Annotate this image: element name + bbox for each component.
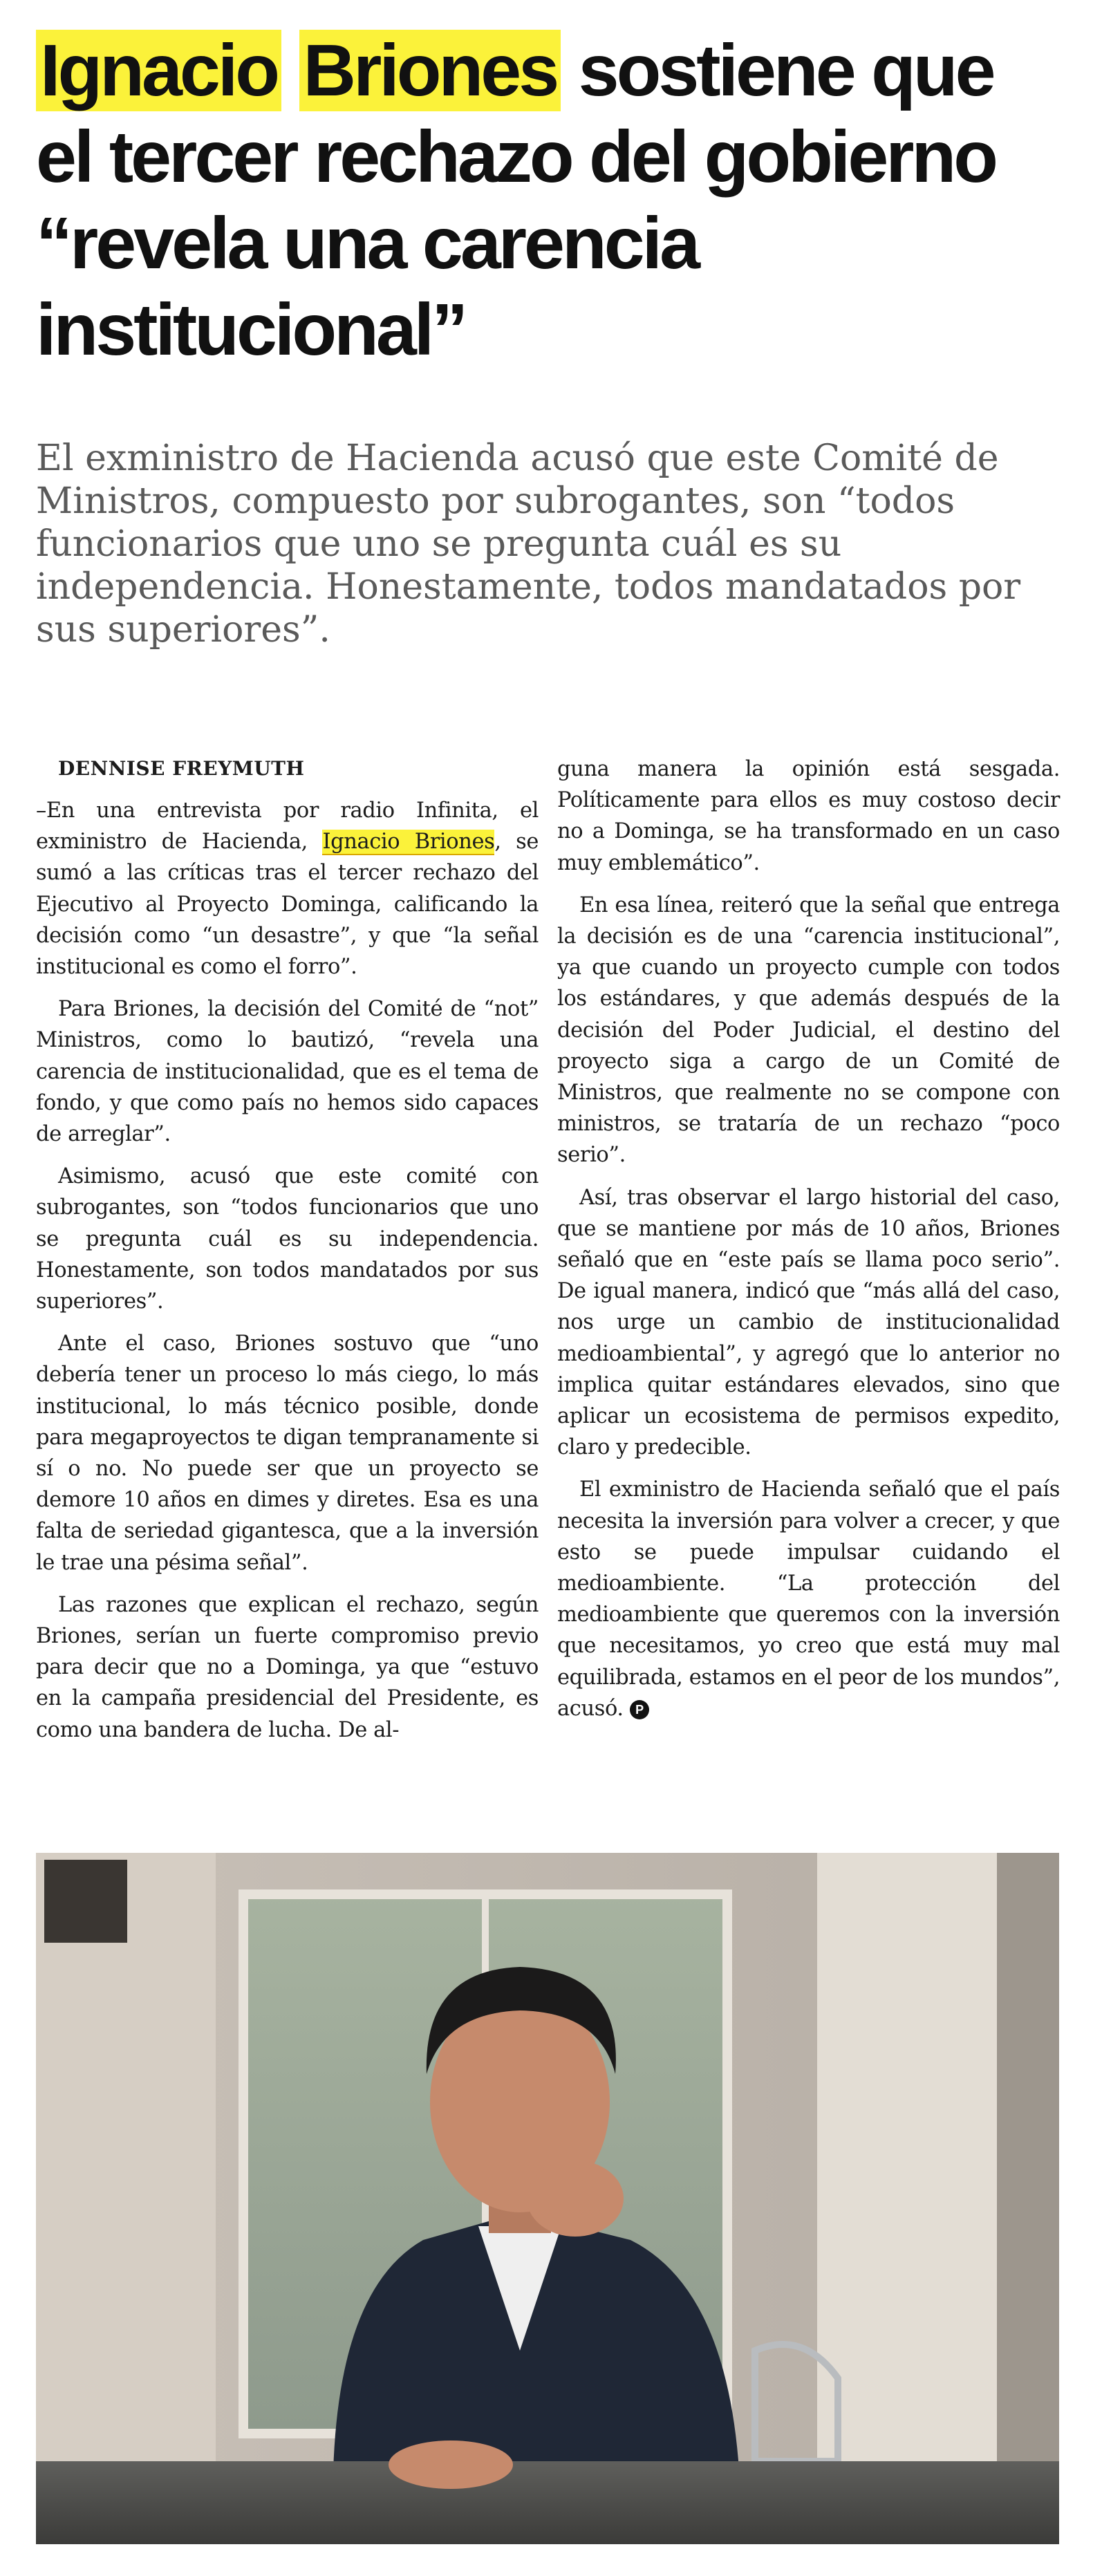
paragraph: Para Briones, la decisión del Comité de “not” Ministros, como lo bautizó, “revela una carencia de institucionalidad, que es el tema de fondo, y que como país no hemos sido capaces de arreglar”. bbox=[36, 997, 539, 1147]
byline: DENNISE FREYMUTH bbox=[58, 757, 305, 780]
paragraph bbox=[557, 1474, 1060, 1724]
paragraph: En esa línea, reiteró que la señal que entrega la decisión es de una “carencia institucional”, ya que cuando un proyecto cumple con todos los estándares, y que además después de la decisión del Poder Judicial, el destino del proyecto siga a cargo de un Comité de Ministros, que realmente no se compone con ministros, se trataría de un rechazo “poco serio”. bbox=[557, 893, 1060, 1168]
photo-person-hand-rest bbox=[389, 2440, 513, 2489]
paragraph-text: El exministro de Hacienda señaló que el país necesita la inversión para volver a crecer, y que esto se puede impulsar cuidando el medioambiente. “La protección del medioambiente que queremos con la inversión que necesitamos, yo creo que está muy mal equilibrada, estamos en el peor de los mundos”, acusó. bbox=[557, 1477, 1060, 1721]
photo-table bbox=[36, 2461, 1059, 2544]
headline bbox=[36, 28, 1059, 373]
paragraph: guna manera la opinión está sesgada. Políticamente para ellos es muy costoso decir no a Dominga, se ha transformado en un caso muy emblemático”. bbox=[557, 757, 1060, 875]
highlighted-name: Ignacio Briones bbox=[322, 830, 495, 855]
paragraph-text: –En una entrevista por radio Infinita, el exministro de Hacienda, bbox=[36, 799, 539, 855]
photo-lamp bbox=[44, 1860, 127, 1943]
paragraph: Asimismo, acusó que este comité con subrogantes, son “todos funcionarios que uno se pregunta cuál es su independencia. Honestamente, son todos mandatados por sus superiores”. bbox=[36, 1164, 539, 1314]
photo-pillar-right bbox=[817, 1853, 997, 2544]
photo-wall-left bbox=[36, 1853, 216, 2544]
headline-highlight-last-name: Briones bbox=[299, 30, 561, 111]
paragraph: Las razones que explican el rechazo, según Briones, serían un fuerte compromiso previo para decir que no a Dominga, ya que “estuvo en la campaña presidencial del Presidente, es como una bandera de lucha. De al- bbox=[36, 1592, 539, 1742]
headline-rest: sostiene que el tercer rechazo del gobierno “revela una carencia institucional” bbox=[36, 30, 996, 371]
paragraph: Así, tras observar el largo historial del caso, que se mantiene por más de 10 años, Briones señaló que en “este país se llama poco serio”. De igual manera, indicó que “más allá del caso, nos urge un cambio de institucionalidad medioambiental”, y agregó que lo anterior no implica quitar estándares elevados, sino que aplicar un ecosistema de permisos expedito, claro y predecible. bbox=[557, 1185, 1060, 1460]
headline-highlight-first-name: Ignacio bbox=[36, 30, 281, 111]
paragraph: Ante el caso, Briones sostuvo que “uno debería tener un proceso lo más ciego, lo más institucional, lo más técnico posible, donde para megaproyectos te digan tempranamente si sí o no. No puede ser que un proyecto se demore 10 años en dimes y diretes. Esa es una falta de seriedad gigantesca, que a la inversión le trae una pésima señal”. bbox=[36, 1332, 539, 1575]
paragraph-text: , se sumó a las críticas tras el tercer rechazo del Ejecutivo al Proyecto Dominga, calificando la decisión como “un desastre”, y que “la señal institucional es como el forro”. bbox=[36, 830, 539, 980]
end-of-article-icon: P bbox=[630, 1700, 649, 1719]
paragraph bbox=[36, 795, 539, 982]
photo-pillar-shadow bbox=[997, 1853, 1059, 2544]
article-deck: El exministro de Hacienda acusó que este Comité de Ministros, compuesto por subrogantes, son “todos funcionarios que uno se pregunta cuál es su independencia. Honestamente, todos mandatados por sus superiores”. bbox=[36, 438, 1021, 651]
article-column-left bbox=[36, 754, 539, 1757]
article-column-right bbox=[557, 754, 1060, 1735]
photo-person-hand bbox=[527, 2160, 624, 2237]
article-photo bbox=[36, 1853, 1059, 2544]
